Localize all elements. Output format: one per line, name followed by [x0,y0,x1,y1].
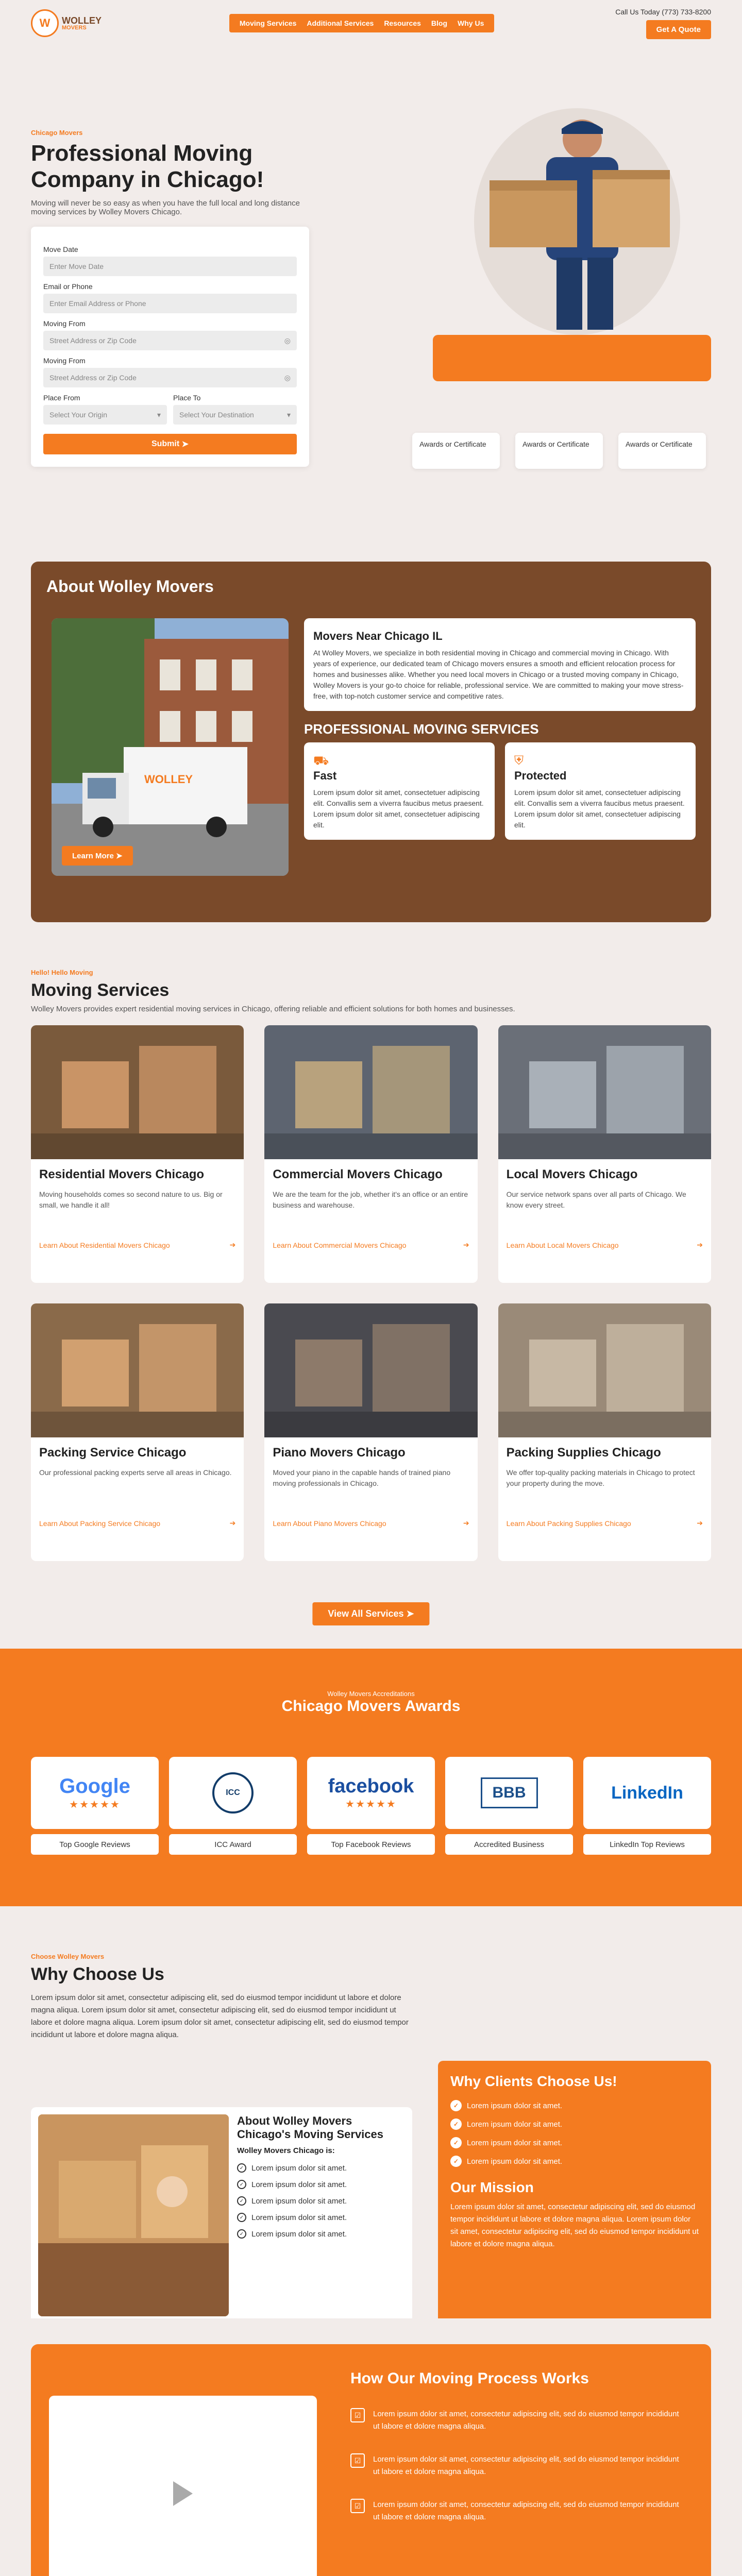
nav-blog[interactable]: Blog [431,19,448,27]
service-image [264,1025,477,1159]
why-card [31,2107,412,2318]
service-link[interactable] [273,1241,469,1249]
service-card[interactable] [264,1303,477,1561]
check-text: Lorem ipsum dolor sit amet. [251,2229,347,2239]
services-grid [31,1025,711,1561]
to-label: Moving From [43,357,86,365]
services-title: Moving Services [31,980,170,1000]
service-link[interactable] [39,1241,235,1249]
award-facebook [307,1757,435,1855]
award-bbb [445,1757,573,1855]
nav-additional-services[interactable]: Additional Services [307,19,374,27]
service-link[interactable] [507,1241,703,1249]
chevron-down-icon: ▾ [286,410,291,419]
hero-mover-image [423,103,711,335]
service-link-text: Learn About Local Movers Chicago [506,1241,619,1249]
service-desc: We offer top-quality packing materials in Chicago to protect your property during the move. [506,1468,695,1487]
feature-card-fast [304,742,495,840]
service-desc: Our service network spans over all parts of Chicago. We know every street. [506,1190,686,1209]
place-from-label: Place From [43,394,80,402]
service-card[interactable] [31,1025,244,1283]
service-link-text: Learn About Commercial Movers Chicago [273,1241,407,1249]
feature-title: Protected [514,769,567,782]
icc-logo: ICC [212,1772,254,1814]
learn-more-button[interactable]: Learn More ➤ [62,846,133,866]
arrow-icon: ➔ [463,1241,469,1249]
check-item [237,2229,402,2239]
arrow-icon: ➔ [463,1519,469,1527]
service-title: Piano Movers Chicago [273,1446,406,1460]
feature-text: Lorem ipsum dolor sit amet, consectetuer adipiscing elit. Convallis sem a viverra faucibus metus praesent. Lorem ipsum dolor sit amet, consectetuer adipiscing elit. [514,788,685,829]
service-title: Local Movers Chicago [506,1167,638,1181]
service-link-text: Learn About Packing Supplies Chicago [506,1519,631,1528]
email-placeholder: Enter Email Address or Phone [49,299,146,308]
award-card: Awards or Certificate [412,433,500,469]
service-link-text: Learn About Piano Movers Chicago [273,1519,386,1528]
process-step [350,2499,680,2523]
award-card: Awards or Certificate [515,433,603,469]
shield-icon: ⛨ [514,754,524,768]
from-label: Moving From [43,319,86,328]
service-image [498,1025,711,1159]
hero-title: Professional Moving Company in Chicago! [31,141,264,192]
hero-subtitle: Moving will never be so easy as when you have the full local and long distance moving services by Wolley Movers Chicago. [31,199,300,217]
service-title: Commercial Movers Chicago [273,1167,443,1181]
service-link-text: Learn About Packing Service Chicago [39,1519,161,1528]
service-image [498,1303,711,1437]
client-reason [450,2156,699,2167]
award-linkedin [583,1757,711,1855]
service-image [31,1303,244,1437]
why-tag: Choose Wolley Movers [31,1953,105,1960]
check-item [237,2213,402,2222]
why-clients-panel [438,2061,711,2318]
to-placeholder: Street Address or Zip Code [49,374,137,382]
award-icc [169,1757,297,1855]
linkedin-logo: LinkedIn [611,1783,683,1803]
why-title: Why Choose Us [31,1964,164,1984]
feature-text: Lorem ipsum dolor sit amet, consectetuer adipiscing elit. Convallis sem a viverra faucibus metus praesent. Lorem ipsum dolor sit amet, consectetuer adipiscing elit. [313,788,484,829]
star-rating: ★★★★★ [69,1799,121,1810]
about-title: About Wolley Movers [46,577,214,596]
play-icon[interactable] [173,2481,193,2506]
location-icon: ◎ [284,336,291,345]
about-card-title: Movers Near Chicago IL [313,630,443,642]
check-icon: ✓ [237,2213,246,2222]
mission-text: Lorem ipsum dolor sit amet, consectetur adipiscing elit, sed do eiusmod tempor incididunt ut labore et dolore magna aliqua. Lorem ipsum dolor sit amet, consectetur adipiscing elit, sed do eiusmod tempor incididunt ut labore et dolore magna aliqua. [450,2202,699,2248]
client-reason-text: Lorem ipsum dolor sit amet. [467,2138,563,2147]
check-icon: ✓ [450,2137,462,2148]
to-input[interactable] [43,368,297,387]
check-icon: ✓ [237,2163,246,2173]
award-google [31,1757,159,1855]
nav-why-us[interactable]: Why Us [458,19,484,27]
check-icon: ✓ [237,2180,246,2189]
logo[interactable] [31,8,108,39]
place-from-value: Select Your Origin [49,411,108,419]
service-card[interactable] [31,1303,244,1561]
process-title: How Our Moving Process Works [350,2370,589,2387]
process-section [0,2318,742,2576]
mission-title: Our Mission [450,2179,534,2195]
move-date-label: Move Date [43,245,78,254]
check-icon: ✓ [450,2100,462,2111]
check-icon: ✓ [450,2156,462,2167]
why-section [0,1906,742,2318]
services-section [0,958,742,1649]
check-icon: ✓ [450,2119,462,2130]
client-reason-text: Lorem ipsum dolor sit amet. [467,2157,563,2166]
view-all-services-label: View All Services [328,1608,404,1619]
service-title: Packing Supplies Chicago [506,1446,661,1460]
nav-resources[interactable]: Resources [384,19,421,27]
star-rating: ★★★★★ [345,1799,397,1810]
check-item [237,2196,402,2206]
process-step-text: Lorem ipsum dolor sit amet, consectetur adipiscing elit, sed do eiusmod tempor incididunt ut labore et dolore magna aliqua. [373,2455,679,2476]
submit-button[interactable] [43,434,297,454]
service-link[interactable] [273,1519,469,1528]
view-all-services-button[interactable]: View All Services ➤ [312,1602,429,1625]
why-clients-title: Why Clients Choose Us! [450,2073,617,2089]
service-card[interactable] [264,1025,477,1283]
hero-section [0,46,742,531]
check-text: Lorem ipsum dolor sit amet. [251,2163,347,2173]
check-text: Lorem ipsum dolor sit amet. [251,2180,347,2189]
get-quote-button[interactable]: Get A Quote [646,20,711,39]
services-subtitle: PROFESSIONAL MOVING SERVICES [304,721,539,737]
check-icon: ✓ [237,2229,246,2239]
client-reason [450,2137,699,2148]
services-subtitle: Wolley Movers provides expert residential moving services in Chicago, offering reliable and efficient solutions for both homes and businesses. [31,1005,515,1013]
main-nav [229,14,494,32]
award-label: Top Facebook Reviews [307,1834,435,1855]
from-input[interactable] [43,331,297,350]
place-from-select[interactable] [43,405,167,425]
service-desc: Moving households comes so second nature to us. Big or small, we handle it all! [39,1190,223,1209]
about-card [304,618,696,711]
about-card-text: At Wolley Movers, we specialize in both residential moving in Chicago and commercial moving in Chicago. With years of experience, our dedicated team of Chicago movers ensures a smooth and efficient relocation process for homes and businesses alike. Whether you need local movers in Chicago or a trusted moving company in Chicago, Wolley Movers is your go-to choice for reliable, professional service. We are committed to making your move stress-free, with top-notch customer service and competitive rates. [313,649,684,700]
process-step [350,2453,680,2478]
hero-tag: Chicago Movers [31,129,83,137]
check-text: Lorem ipsum dolor sit amet. [251,2196,347,2206]
award-label: Top Google Reviews [31,1834,159,1855]
client-reason [450,2119,699,2130]
awards-section [0,1649,742,1906]
services-tag: Hello! Hello Moving [31,969,93,976]
svg-text:WOLLEY: WOLLEY [144,773,193,786]
award-label: ICC Award [169,1834,297,1855]
logo-name: WOLLEY [62,15,102,26]
awards-small: Wolley Movers Accreditations [327,1690,415,1698]
service-desc: We are the team for the job, whether it's an office or an entire business and warehouse. [273,1190,468,1209]
awards-row [31,1757,711,1855]
check-text: Lorem ipsum dolor sit amet. [251,2213,347,2222]
move-date-placeholder: Enter Move Date [49,262,104,271]
email-input[interactable] [43,294,297,313]
move-date-input[interactable] [43,257,297,276]
hero-accent-bar [433,335,711,381]
award-label: LinkedIn Top Reviews [583,1834,711,1855]
arrow-icon: ➔ [697,1519,703,1527]
why-image [38,2114,229,2316]
about-section [0,531,742,958]
service-card[interactable] [498,1025,711,1283]
checklist-icon: ☑ [350,2453,365,2468]
bbb-logo: BBB [481,1777,538,1808]
nav-moving-services[interactable]: Moving Services [239,19,297,27]
logo-sub: MOVERS [62,24,87,31]
check-item [237,2180,402,2189]
submit-label: Submit [151,439,180,449]
why-card-title: About Wolley Movers Chicago's Moving Services [237,2114,383,2141]
email-label: Email or Phone [43,282,93,291]
chevron-down-icon: ▾ [157,410,161,419]
hero-awards [412,433,706,469]
process-step-text: Lorem ipsum dolor sit amet, consectetur adipiscing elit, sed do eiusmod tempor incididunt ut labore et dolore magna aliqua. [373,2410,679,2431]
from-placeholder: Street Address or Zip Code [49,336,137,345]
checklist-icon: ☑ [350,2499,365,2513]
service-image [264,1303,477,1437]
service-link[interactable] [507,1519,703,1528]
logo-icon: W [31,9,59,37]
service-link[interactable] [39,1519,235,1528]
call-number[interactable]: Call Us Today (773) 733-8200 [615,7,711,16]
award-card: Awards or Certificate [618,433,706,469]
service-title: Residential Movers Chicago [39,1167,205,1181]
check-item [237,2163,402,2173]
awards-title: Chicago Movers Awards [281,1698,461,1715]
google-logo: Google [59,1775,130,1798]
service-desc: Our professional packing experts serve all areas in Chicago. [39,1468,232,1477]
process-video[interactable] [49,2396,317,2576]
service-link-text: Learn About Residential Movers Chicago [39,1241,170,1249]
service-image [31,1025,244,1159]
place-to-value: Select Your Destination [179,411,254,419]
check-icon: ✓ [237,2196,246,2206]
award-label: Accredited Business [445,1834,573,1855]
arrow-icon: ➔ [229,1519,236,1527]
quote-form [31,227,309,467]
arrow-icon: ➔ [697,1241,703,1249]
feature-title: Fast [313,769,337,782]
why-card-sub: Wolley Movers Chicago is: [237,2146,335,2155]
process-step-text: Lorem ipsum dolor sit amet, consectetur adipiscing elit, sed do eiusmod tempor incididunt ut labore et dolore magna aliqua. [373,2500,679,2521]
learn-more-label: Learn More [72,852,114,860]
checklist-icon: ☑ [350,2408,365,2422]
client-reason-text: Lorem ipsum dolor sit amet. [467,2101,563,2110]
service-desc: Moved your piano in the capable hands of trained piano moving professionals in Chicago. [273,1468,451,1487]
place-to-label: Place To [173,394,201,402]
arrow-icon: ➔ [229,1241,236,1249]
location-icon: ◎ [284,373,291,382]
why-body: Lorem ipsum dolor sit amet, consectetur adipiscing elit, sed do eiusmod tempor incididunt ut labore et dolore magna aliqua. Lorem ipsum dolor sit amet, consectetur adipiscing elit, sed do eiusmod tempor incididunt ut labore et dolore magna aliqua. Lorem ipsum dolor sit amet, consectetur adipiscing elit, sed do eiusmod tempor incididunt ut labore et dolore magna aliqua. [31,1993,409,2039]
client-reason [450,2100,699,2111]
feature-card-protected [505,742,696,840]
process-step [350,2408,680,2433]
service-title: Packing Service Chicago [39,1446,187,1460]
place-to-select[interactable] [173,405,297,425]
send-icon: ➤ [181,440,189,449]
service-card[interactable] [498,1303,711,1561]
header [0,0,742,46]
client-reason-text: Lorem ipsum dolor sit amet. [467,2120,563,2129]
truck-icon: ⛟ [313,754,329,768]
facebook-logo: facebook [328,1775,414,1797]
about-truck-image [52,618,289,876]
